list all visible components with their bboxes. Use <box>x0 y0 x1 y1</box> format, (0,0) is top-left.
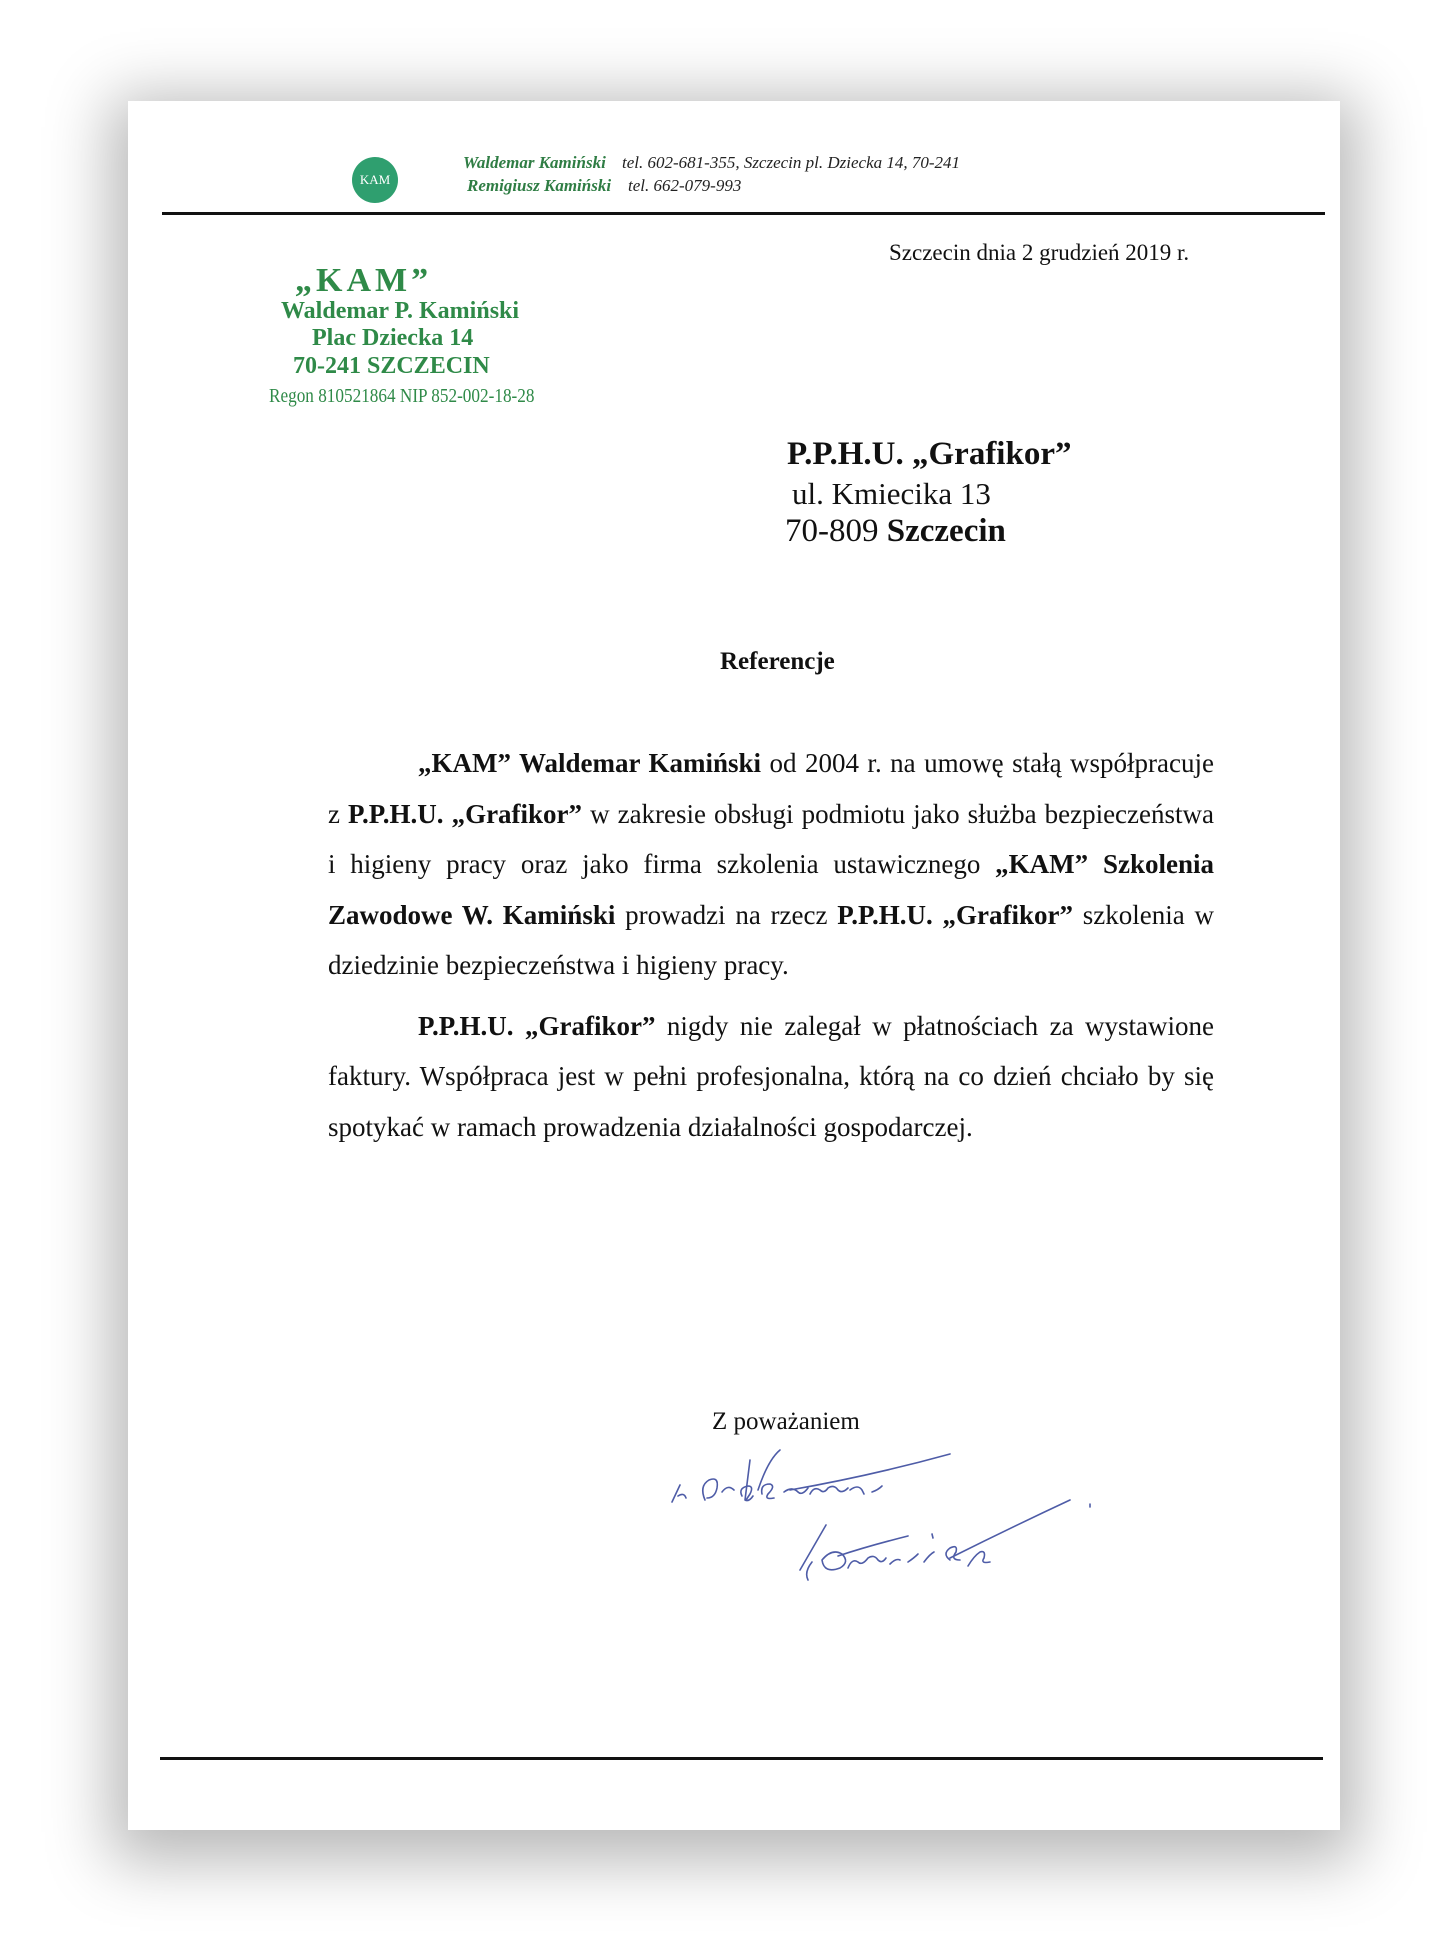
p1-seg-1: od 2004 r. na umowę stałą współpracuje z <box>328 748 1215 829</box>
p1-seg-2: P.P.H.U. „Grafikor” <box>348 798 583 829</box>
paragraph-2 <box>328 1001 1214 1153</box>
p1-seg-5: prowadzi na rzecz <box>615 899 838 930</box>
closing-line: Z poważaniem <box>712 1408 860 1435</box>
p1-seg-3: w zakresie obsługi podmiotu jako służba bezpieczeństwa i higieny pracy oraz jako firma szkolenia ustawicznego <box>328 798 1214 879</box>
recipient-postal: 70-809 <box>785 513 879 549</box>
handwritten-signature <box>650 1430 1170 1600</box>
stamp-ids: Regon 810521864 NIP 852-002-18-28 <box>269 385 535 407</box>
p1-seg-0: „KAM” Waldemar Kamiński <box>418 748 761 778</box>
stamp-owner: Waldemar P. Kamiński <box>281 298 520 324</box>
footer-rule <box>160 1757 1323 1760</box>
recipient-city: Szczecin <box>886 513 1006 549</box>
p2-seg-1: nigdy nie zalegał w płatnościach za wystawione faktury. Współpraca jest w pełni profesjonalna, którą na co dzień chciało by się spotykać w ramach prowadzenia działalności gospodarczej. <box>328 1010 1214 1142</box>
recipient-city-line <box>785 513 1006 550</box>
recipient-name: P.P.H.U. „Grafikor” <box>787 436 1072 472</box>
letterhead-name-1: Waldemar Kamiński <box>463 153 606 172</box>
stamp-company: „KAM” <box>295 262 433 299</box>
p1-seg-4: „KAM” Szkolenia Zawodowe W. Kamiński <box>328 849 1214 930</box>
letterhead-name-2: Remigiusz Kamiński <box>467 176 612 195</box>
letterhead-contact-1: tel. 602-681-355, Szczecin pl. Dziecka 14, 70-241 <box>622 153 961 172</box>
letterhead-contact-2: tel. 662-079-993 <box>628 176 742 195</box>
stamp-street: Plac Dziecka 14 <box>312 325 474 351</box>
logo-text: KAM <box>359 172 391 187</box>
recipient-street: ul. Kmiecika 13 <box>792 476 991 511</box>
paragraph-1 <box>328 738 1214 991</box>
p1-seg-6: P.P.H.U. „Grafikor” <box>837 899 1074 930</box>
stamp-city: 70-241 SZCZECIN <box>293 353 490 379</box>
header-rule <box>162 212 1325 215</box>
letter-body <box>328 738 1214 1152</box>
p2-seg-0: P.P.H.U. „Grafikor” <box>418 1010 656 1041</box>
letter-title: Referencje <box>720 648 835 675</box>
kam-logo <box>352 157 398 203</box>
p1-seg-7: szkolenia w dziedzinie bezpieczeństwa i higieny pracy. <box>328 899 1214 980</box>
date-line: Szczecin dnia 2 grudzień 2019 r. <box>889 240 1190 265</box>
